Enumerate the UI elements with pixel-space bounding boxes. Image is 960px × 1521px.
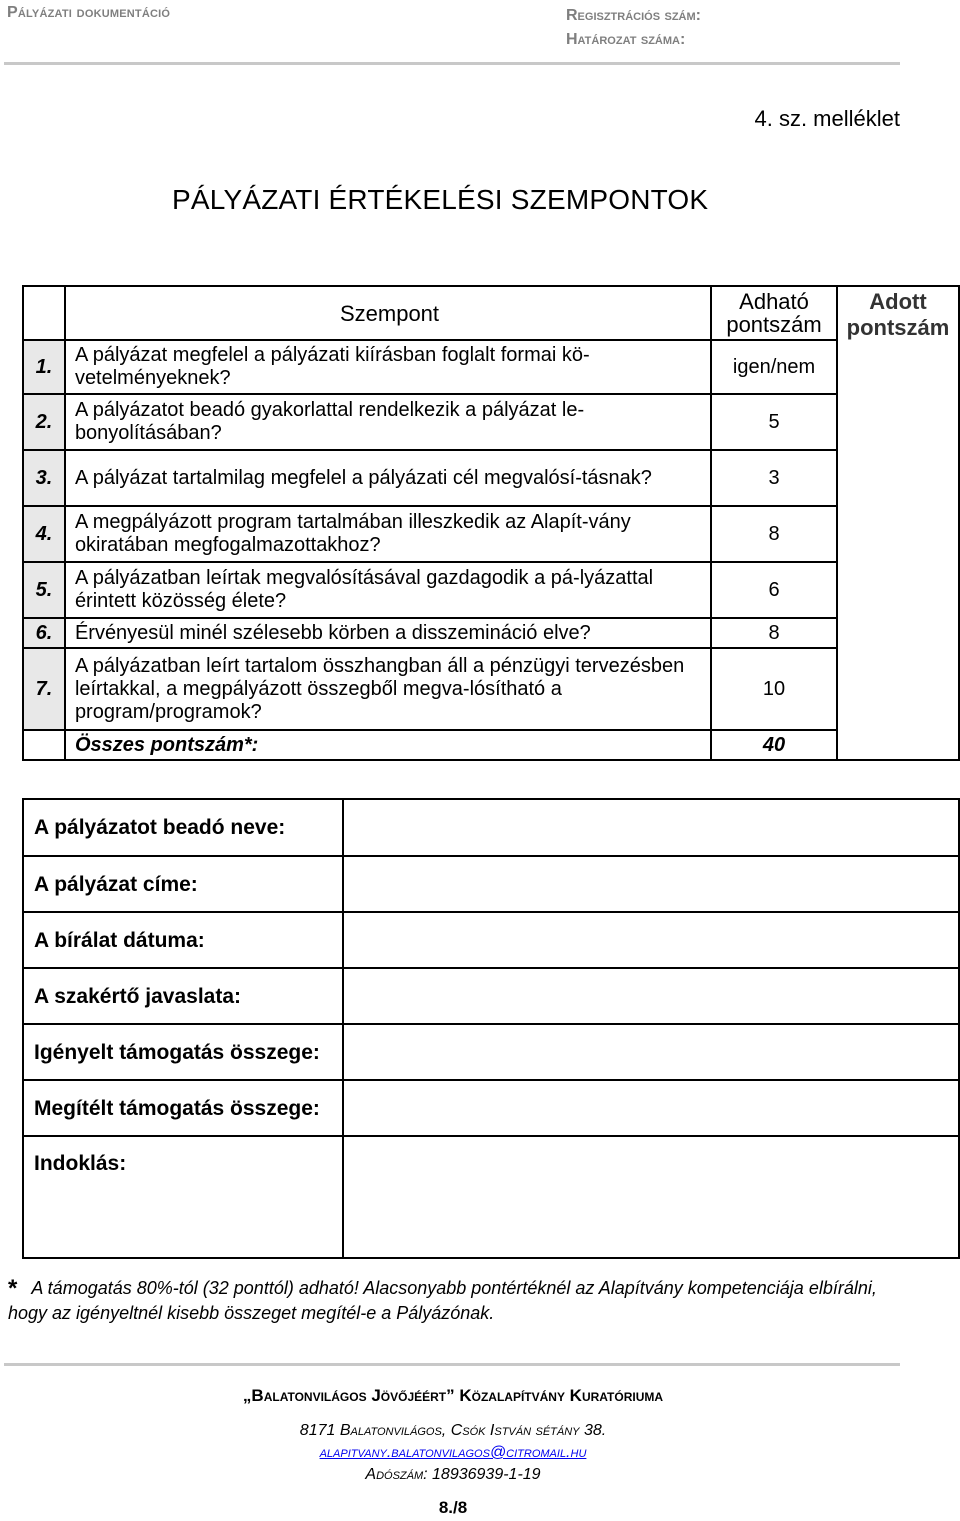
expert-proposal-label: A szakértő javaslata: <box>23 968 343 1024</box>
project-title-label: A pályázat címe: <box>23 856 343 912</box>
row-number: 1. <box>23 340 65 394</box>
justification-label: Indoklás: <box>23 1136 343 1258</box>
row-points: 10 <box>711 648 837 730</box>
project-title-field[interactable] <box>343 856 959 912</box>
footer-contact <box>0 1420 906 1486</box>
registration-fields <box>566 4 701 52</box>
granted-support-field[interactable] <box>343 1080 959 1136</box>
info-row <box>23 1136 959 1258</box>
email-link[interactable]: alapitvany.balatonvilagos@citromail.hu <box>319 1444 587 1461</box>
tax-number: Adószám: 18936939-1-19 <box>365 1466 541 1483</box>
document-header-title: Pályázati dokumentáció <box>7 4 171 21</box>
total-label: Összes pontszám*: <box>65 730 711 760</box>
table-row <box>23 562 959 618</box>
table-row <box>23 394 959 450</box>
row-number: 2. <box>23 394 65 450</box>
row-criterion: A pályázat tartalmilag megfelel a pályázati cél megvalósí-tásnak? <box>65 450 711 506</box>
evaluation-criteria-table <box>22 285 960 761</box>
total-row <box>23 730 959 760</box>
expert-proposal-field[interactable] <box>343 968 959 1024</box>
header-criterion: Szempont <box>65 286 711 340</box>
applicant-name-label: A pályázatot beadó neve: <box>23 799 343 856</box>
annex-label: 4. sz. melléklet <box>754 106 900 131</box>
table-row <box>23 506 959 562</box>
row-points: 6 <box>711 562 837 618</box>
header-divider <box>4 62 900 65</box>
row-number: 4. <box>23 506 65 562</box>
review-date-field[interactable] <box>343 912 959 968</box>
table-header-row <box>23 286 959 340</box>
row-number: 7. <box>23 648 65 730</box>
requested-support-label: Igényelt támogatás összege: <box>23 1024 343 1080</box>
info-row <box>23 1024 959 1080</box>
granted-support-label: Megítélt támogatás összege: <box>23 1080 343 1136</box>
footer-divider <box>4 1363 900 1366</box>
requested-support-field[interactable] <box>343 1024 959 1080</box>
row-criterion: A pályázatban leírtak megvalósításával gazdagodik a pá-lyázattal érintett közösség élete? <box>65 562 711 618</box>
row-criterion: Érvényesül minél szélesebb körben a disszemináció elve? <box>65 618 711 648</box>
info-row <box>23 912 959 968</box>
page-number: 8./8 <box>438 1498 468 1517</box>
info-row <box>23 799 959 856</box>
resolution-number-label: Határozat száma: <box>566 31 686 48</box>
total-number-cell <box>23 730 65 760</box>
row-number: 3. <box>23 450 65 506</box>
header-given-points: Adott pontszám <box>837 286 959 760</box>
row-criterion: A megpályázott program tartalmában illeszkedik az Alapít-vány okiratában megfogalmazottakhoz? <box>65 506 711 562</box>
row-points: 3 <box>711 450 837 506</box>
footnote-text: A támogatás 80%-tól (32 ponttól) adható! Alacsonyabb pontértéknél az Alapítvány kompetenciája elbírálni, hogy az igényeltnél kisebb összeget megítél-e a Pályázónak. <box>8 1278 877 1323</box>
application-info-table <box>22 798 960 1259</box>
footnote-marker: * <box>8 1275 18 1302</box>
info-row <box>23 1080 959 1136</box>
organization-name: „Balatonvilágos Jövőjéért” Közalapítvány Kuratóriuma <box>242 1386 664 1405</box>
row-number: 6. <box>23 618 65 648</box>
row-criterion: A pályázatot beadó gyakorlattal rendelkezik a pályázat le-bonyolításában? <box>65 394 711 450</box>
table-row <box>23 648 959 730</box>
info-row <box>23 856 959 912</box>
row-criterion: A pályázatban leírt tartalom összhangban áll a pénzügyi tervezésben leírtakkal, a megpályázott összegből megva-lósítható a program/programok? <box>65 648 711 730</box>
row-points: 8 <box>711 506 837 562</box>
table-row <box>23 618 959 648</box>
info-row <box>23 968 959 1024</box>
justification-field[interactable] <box>343 1136 959 1258</box>
footnote <box>8 1276 918 1325</box>
row-points: 8 <box>711 618 837 648</box>
registration-number-label: Regisztrációs szám: <box>566 7 701 24</box>
header-max-points: Adható pontszám <box>711 286 837 340</box>
table-row <box>23 450 959 506</box>
row-points: 5 <box>711 394 837 450</box>
table-row <box>23 340 959 394</box>
page-title: PÁLYÁZATI ÉRTÉKELÉSI SZEMPONTOK <box>172 184 709 215</box>
header-number-cell <box>23 286 65 340</box>
row-number: 5. <box>23 562 65 618</box>
review-date-label: A bírálat dátuma: <box>23 912 343 968</box>
row-points: igen/nem <box>711 340 837 394</box>
address: 8171 Balatonvilágos, Csók István sétány 38. <box>299 1422 607 1439</box>
row-criterion: A pályázat megfelel a pályázati kiírásban foglalt formai kö-vetelményeknek? <box>65 340 711 394</box>
total-points: 40 <box>711 730 837 760</box>
applicant-name-field[interactable] <box>343 799 959 856</box>
